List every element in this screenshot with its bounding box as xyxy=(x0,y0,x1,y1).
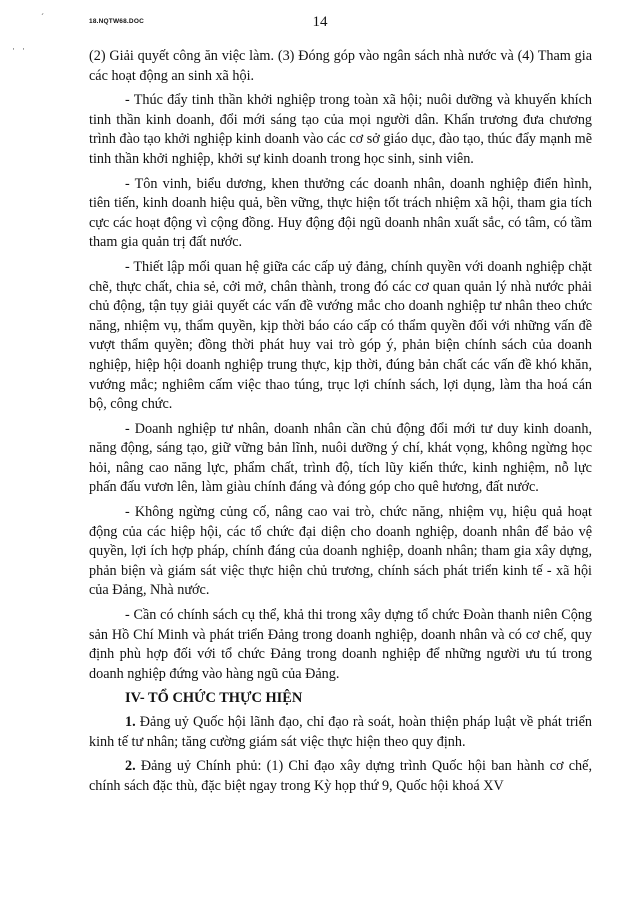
paragraph-item-1 xyxy=(89,713,592,752)
paragraph-party-business-relations: - Thiết lập mối quan hệ giữa các cấp uỷ đảng, chính quyền với doanh nghiệp chặt chẽ, thực chất, chia sẻ, cởi mở, chân thành, trong đó các cơ quan quản lý nhà nước phải chủ động, tận tụy giải quyết các vấn đề vướng mắc cho doanh nghiệp tư nhân theo chức năng, nhiệm vụ, thẩm quyền, kịp thời báo cáo cấp có thẩm quyền đối với những vấn đề vượt thẩm quyền; đồng thời phát huy vai trò góp ý, phản biện chính sách của doanh nghiệp, hiệp hội doanh nghiệp trung thực, kịp thời, đúng bản chất các vấn đề khó khăn, vướng mắc; nghiêm cấm việc thao túng, trục lợi chính sách, lợi dụng, làm tha hoá cán bộ, công chức. xyxy=(89,258,592,413)
paragraph-item-2 xyxy=(89,757,592,796)
document-file-id: 18.NQTW68.DOC xyxy=(89,18,144,25)
item-text: Đảng uỷ Chính phủ: (1) Chỉ đạo xây dựng trình Quốc hội ban hành cơ chế, chính sách đặc thù, đặc biệt ngay trong Kỳ họp thứ 9, Quốc hội khoá XV xyxy=(89,758,592,794)
document-body xyxy=(89,47,592,801)
paragraph-associations: - Không ngừng củng cố, nâng cao vai trò, chức năng, nhiệm vụ, hiệu quả hoạt động của các hiệp hội, các tổ chức đại diện cho doanh nghiệp, doanh nhân để bảo vệ quyền, lợi ích hợp pháp, chính đáng của doanh nghiệp, doanh nhân; tham gia xây dựng, phản biện và giám sát việc thực hiện chủ trương, chính sách phát triển kinh tế - xã hội của Đảng, Nhà nước. xyxy=(89,504,592,599)
paragraph-honoring-entrepreneurs: - Tôn vinh, biểu dương, khen thưởng các doanh nhân, doanh nghiệp điển hình, tiên tiến, kinh doanh hiệu quả, bền vững, thực hiện tốt trách nhiệm xã hội, tham gia tích cực các hoạt động vì cộng đồng. Huy động đội ngũ doanh nhân xuất sắc, có tâm, có tầm tham gia quản trị đất nước. xyxy=(89,175,592,251)
item-number: 1. xyxy=(125,714,136,730)
scan-mark: · xyxy=(12,44,15,54)
item-number: 2. xyxy=(125,758,136,775)
paragraph-youth-union-party-development: - Cần có chính sách cụ thể, khả thi trong xây dựng tổ chức Đoàn thanh niên Cộng sản Hồ Chí Minh và phát triển Đảng trong doanh nghiệp, doanh nhân và có cơ chế, quy định phù hợp đối với tổ chức Đảng trong doanh nghiệp để những người ưu tú trong doanh nghiệp đứng vào hàng ngũ của Đảng. xyxy=(89,607,592,682)
paragraph-entrepreneurship: - Thúc đẩy tinh thần khởi nghiệp trong toàn xã hội; nuôi dưỡng và khuyến khích tinh thần kinh doanh, đổi mới sáng tạo của mọi người dân. Khẩn trương đưa chương trình đào tạo khởi nghiệp kinh doanh vào các cơ sở giáo dục, đào tạo, thúc đẩy mạnh mẽ tinh thần khởi nghiệp, khởi sự kinh doanh trong học sinh, sinh viên. xyxy=(89,92,592,167)
paragraph-private-enterprise-innovation: - Doanh nghiệp tư nhân, doanh nhân cần chủ động đổi mới tư duy kinh doanh, năng động, sáng tạo, giữ vững bản lĩnh, nuôi dưỡng ý chí, khát vọng, không ngừng học hỏi, nâng cao năng lực, phẩm chất, trình độ, tích lũy kiến thức, kinh nghiệm, nỗ lực phấn đấu vươn lên, làm giàu chính đáng và đóng góp cho quê hương, đất nước. xyxy=(89,420,592,496)
scan-mark: · xyxy=(22,44,25,54)
section-heading: IV- TỔ CHỨC THỰC HIỆN xyxy=(125,690,303,707)
item-text: Đảng uỷ Quốc hội lãnh đạo, chỉ đạo rà soát, hoàn thiện pháp luật về phát triển kinh tế tư nhân; tăng cường giám sát việc thực hiện theo quy định. xyxy=(89,714,592,750)
paragraph-continuation: (2) Giải quyết công ăn việc làm. (3) Đóng góp vào ngân sách nhà nước và (4) Tham gia các hoạt động an sinh xã hội. xyxy=(89,48,592,84)
scan-mark: ˊ xyxy=(41,12,44,22)
page-number: 14 xyxy=(312,14,328,30)
